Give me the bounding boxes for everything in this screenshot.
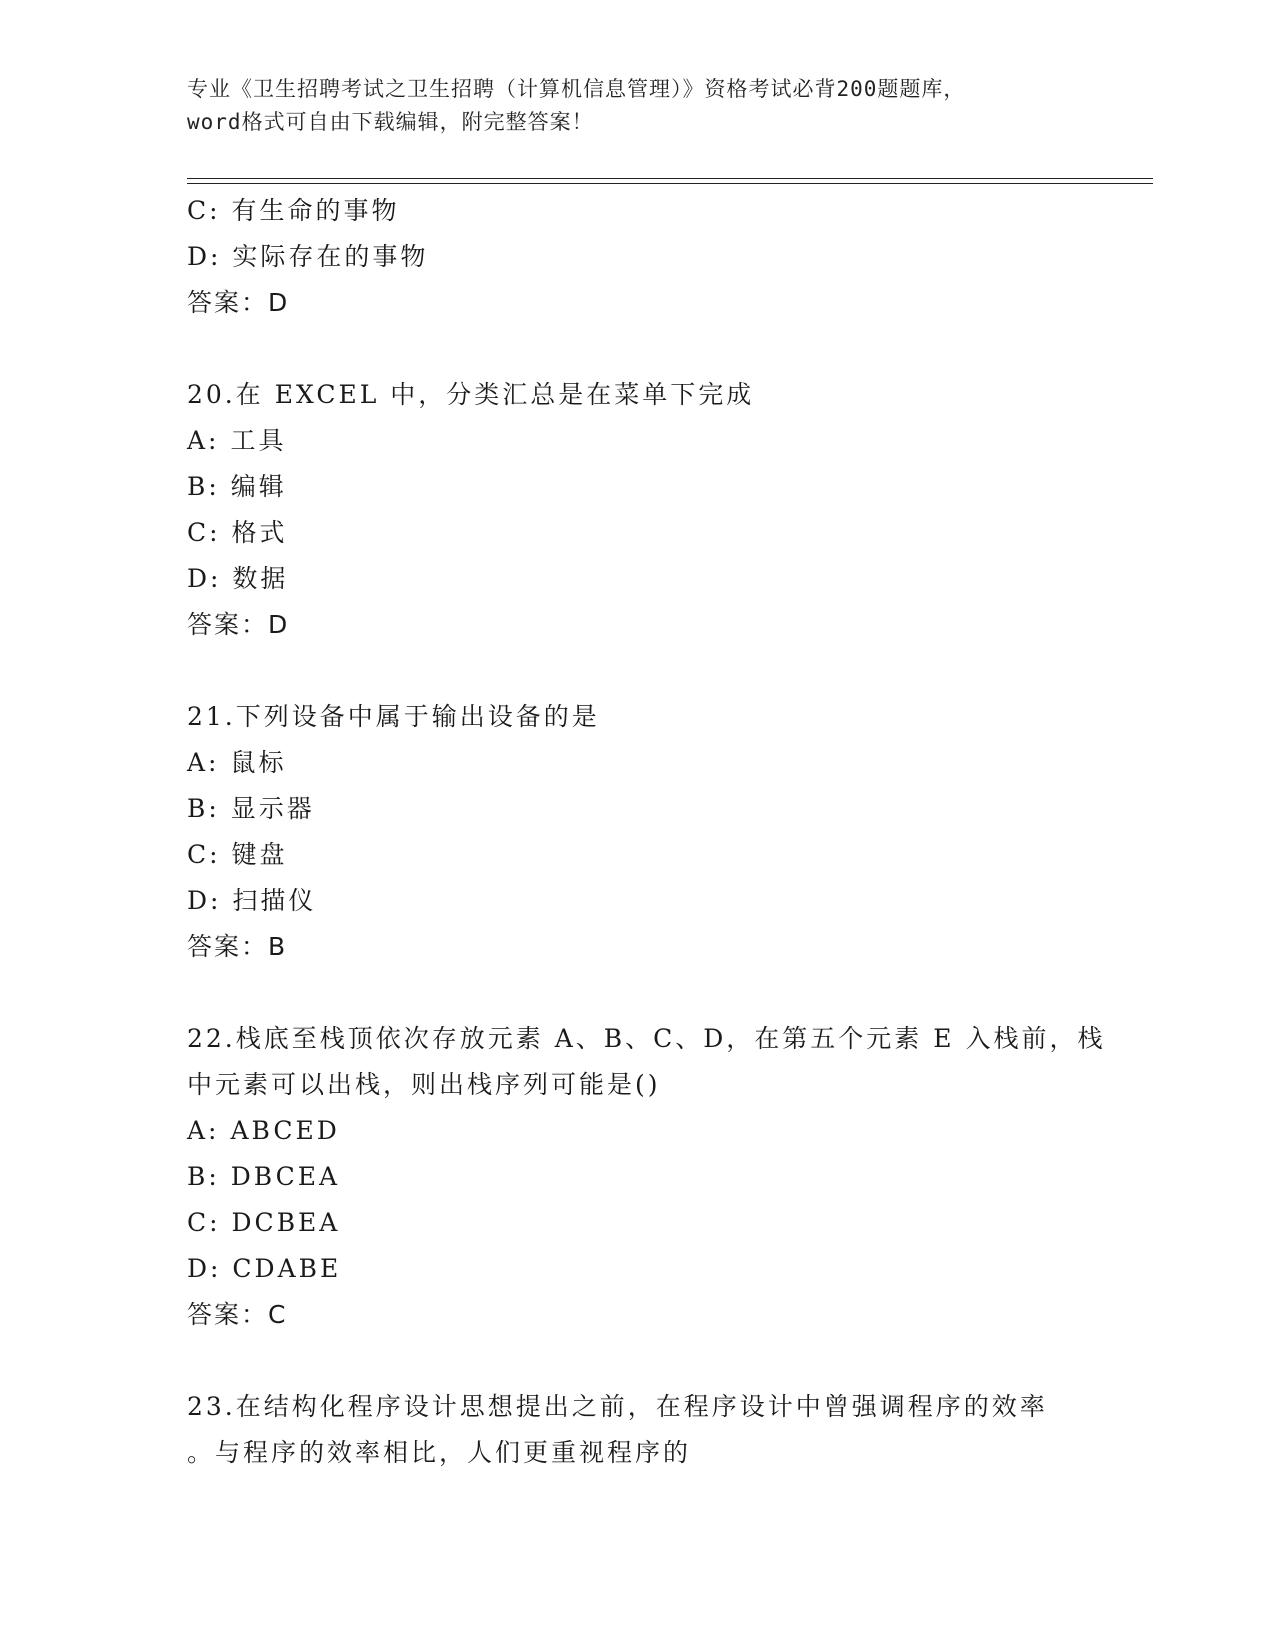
question-list xyxy=(187,188,1106,1476)
option-b xyxy=(187,786,1087,832)
option-text: 实际存在的事物 xyxy=(232,242,429,271)
question-text: 20.在 EXCEL 中，分类汇总是在菜单下完成 xyxy=(187,380,755,409)
header-title-line-1: 专业《卫生招聘考试之卫生招聘（计算机信息管理）》资格考试必背200题题库， xyxy=(187,77,966,101)
option-label: D: xyxy=(187,1254,222,1283)
option-d xyxy=(187,234,1087,280)
option-text: 工具 xyxy=(230,426,287,455)
option-text: 显示器 xyxy=(230,794,315,823)
answer-line: 答案：C xyxy=(187,1300,288,1329)
option-label: B: xyxy=(187,472,220,501)
question-text-line-2: 中元素可以出栈，则出栈序列可能是() xyxy=(187,1070,661,1099)
option-d xyxy=(187,878,1087,924)
option-text: 扫描仪 xyxy=(232,886,317,915)
question-text-line-2: 。与程序的效率相比，人们更重视程序的 xyxy=(187,1438,692,1467)
option-c xyxy=(187,188,1087,234)
option-c xyxy=(187,832,1087,878)
question-block-21 xyxy=(187,694,1087,970)
option-label: A: xyxy=(187,748,220,777)
option-text: 有生命的事物 xyxy=(231,196,400,225)
option-a xyxy=(187,1108,1087,1154)
option-text: ABCED xyxy=(230,1116,340,1145)
option-label: C: xyxy=(187,518,221,547)
option-text: 鼠标 xyxy=(230,748,287,777)
option-label: B: xyxy=(187,794,220,823)
header-divider-bottom xyxy=(187,183,1153,184)
question-text: 21.下列设备中属于输出设备的是 xyxy=(187,702,600,731)
option-b xyxy=(187,1154,1087,1200)
spacer xyxy=(187,1338,1087,1384)
option-text: DCBEA xyxy=(231,1208,341,1237)
option-label: C: xyxy=(187,196,221,225)
option-b xyxy=(187,464,1087,510)
spacer xyxy=(187,648,1087,694)
option-d xyxy=(187,1246,1087,1292)
question-block-23 xyxy=(187,1384,1087,1476)
option-text: DBCEA xyxy=(230,1162,341,1191)
question-block-20 xyxy=(187,372,1087,648)
option-text: 键盘 xyxy=(231,840,288,869)
header-divider-top xyxy=(187,178,1153,179)
question-block-22 xyxy=(187,1016,1106,1338)
option-a xyxy=(187,740,1087,786)
option-label: D: xyxy=(187,242,222,271)
option-label: D: xyxy=(187,564,222,593)
option-c xyxy=(187,510,1087,556)
option-label: A: xyxy=(187,1116,220,1145)
option-c xyxy=(187,1200,1087,1246)
question-text-line-1: 22.栈底至栈顶依次存放元素 A、B、C、D，在第五个元素 E 入栈前，栈 xyxy=(187,1024,1106,1053)
spacer xyxy=(187,326,1087,372)
option-label: A: xyxy=(187,426,220,455)
spacer xyxy=(187,970,1087,1016)
document-header xyxy=(187,73,1087,139)
option-text: 格式 xyxy=(231,518,288,547)
answer-line: 答案：D xyxy=(187,610,290,639)
option-label: B: xyxy=(187,1162,220,1191)
question-text-line-1: 23.在结构化程序设计思想提出之前，在程序设计中曾强调程序的效率 xyxy=(187,1392,1048,1421)
answer-line: 答案：B xyxy=(187,932,288,961)
option-label: D: xyxy=(187,886,222,915)
answer-line: 答案：D xyxy=(187,288,290,317)
option-text: CDABE xyxy=(232,1254,342,1283)
previous-question-block xyxy=(187,188,1087,326)
header-title-line-2: word格式可自由下载编辑，附完整答案！ xyxy=(187,110,594,134)
option-a xyxy=(187,418,1087,464)
option-text: 编辑 xyxy=(230,472,287,501)
option-label: C: xyxy=(187,1208,221,1237)
option-text: 数据 xyxy=(232,564,289,593)
option-label: C: xyxy=(187,840,221,869)
option-d xyxy=(187,556,1087,602)
